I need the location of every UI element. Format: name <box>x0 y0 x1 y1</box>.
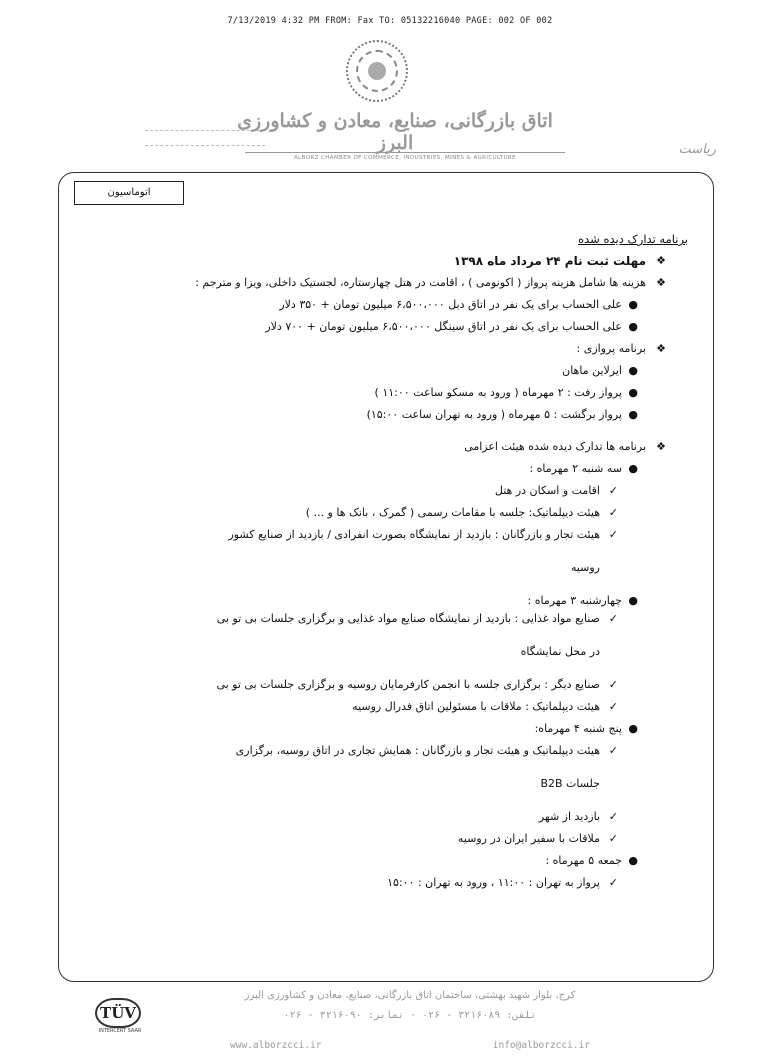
delegation-program: برنامه ها تدارک دیده شده هیئت اعزامی <box>464 440 646 453</box>
diamond-bullet-icon: ❖ <box>656 254 666 267</box>
tuv-logo <box>85 998 155 1048</box>
signature-stamp: ریاست <box>678 142 716 157</box>
list-item <box>70 482 690 500</box>
list-item <box>70 526 690 544</box>
list-item <box>70 742 690 760</box>
cost-double: علی الحساب برای یک نفر در اتاق دبل ۶،۵۰۰،۰۰۰ میلیون تومان + ۳۵۰ دلار <box>279 298 622 311</box>
dot-bullet-icon: ● <box>628 462 638 475</box>
dot-bullet-icon: ● <box>628 854 638 867</box>
list-item <box>70 252 690 270</box>
day-heading <box>70 592 690 610</box>
list-item <box>70 340 690 358</box>
check-icon: ✓ <box>608 832 618 845</box>
document-body <box>70 232 690 892</box>
org-name-fa: اتاق بازرگانی، صنایع، معادن و کشاورزی البرز <box>237 110 553 154</box>
list-item <box>70 504 690 522</box>
check-icon: ✓ <box>608 484 618 497</box>
list-item <box>70 830 690 848</box>
page-title: برنامه تدارک دیده شده <box>578 232 688 246</box>
check-icon: ✓ <box>608 678 618 691</box>
website-link[interactable]: www.alborzcci.ir <box>230 1040 322 1051</box>
diamond-bullet-icon: ❖ <box>656 276 666 289</box>
flight-out: پرواز رفت : ۲ مهرماه ( ورود به مسکو ساعت ۱۱:۰۰ ) <box>374 386 622 399</box>
org-name-en: ALBORZ CHAMBER OF COMMERCE, INDUSTRIES, MINES & AGRICULTURE <box>245 152 565 161</box>
footer-phones: تلفن: ۳۲۱۶۰۸۹ - ۰۲۶ · نمابر: ۳۲۱۶۰۹۰ - ۰۲۶ <box>283 1010 537 1021</box>
day3-continuation: جلسات B2B <box>540 777 600 790</box>
day-heading <box>70 720 690 738</box>
footer-address: کرج، بلوار شهید بهشتی، ساختمان اتاق بازرگانی، صنایع، معادن و کشاورزی البرز <box>244 990 576 1001</box>
automation-tag: اتوماسیون <box>74 181 184 205</box>
list-item <box>70 676 690 694</box>
day3-title: پنج شنبه ۴ مهرماه: <box>534 722 622 735</box>
list-item <box>70 406 690 424</box>
day-heading <box>70 852 690 870</box>
diamond-bullet-icon: ❖ <box>656 440 666 453</box>
list-item <box>70 698 690 716</box>
day1-point: هیئت تجار و بازرگانان : بازدید از نمایشگاه بصورت انفرادی / بازدید از صنایع کشور <box>228 528 600 541</box>
fax-header: 7/13/2019 4:32 PM FROM: Fax TO: 05132216040 PAGE: 002 OF 002 <box>227 16 553 26</box>
check-icon: ✓ <box>608 810 618 823</box>
list-item <box>70 384 690 402</box>
check-icon: ✓ <box>608 876 618 889</box>
check-icon: ✓ <box>608 744 618 757</box>
day2-continuation: در محل نمایشگاه <box>520 645 600 658</box>
day3-point: ملاقات با سفیر ایران در روسیه <box>457 832 600 845</box>
day2-point: هیئت دیپلماتیک : ملاقات با مسئولین اتاق فدرال روسیه <box>352 700 600 713</box>
flight-program: برنامه پروازی : <box>576 342 646 355</box>
diamond-bullet-icon: ❖ <box>656 342 666 355</box>
day2-title: چهارشنبه ۳ مهرماه : <box>527 594 622 607</box>
deadline-text: مهلت ثبت نام ۲۴ مرداد ماه ۱۳۹۸ <box>453 254 646 268</box>
day1-continuation: روسیه <box>570 561 600 574</box>
check-icon: ✓ <box>608 506 618 519</box>
tuv-mark: TÜV <box>95 998 141 1028</box>
dot-bullet-icon: ● <box>628 594 638 607</box>
footer-links <box>230 1040 590 1051</box>
list-item <box>70 438 690 456</box>
costs-intro: هزینه ها شامل هزینه پرواز ( اکونومی ) ، اقامت در هتل چهارستاره، لجستیک داخلی، ویزا و مترجم : <box>195 276 646 289</box>
dot-bullet-icon: ● <box>628 298 638 311</box>
flight-back: پرواز برگشت : ۵ مهرماه ( ورود به تهران ساعت ۱۵:۰۰) <box>366 408 622 421</box>
tuv-sub: INTERCERT SAAR <box>98 1028 142 1034</box>
day-heading <box>70 460 690 478</box>
dot-bullet-icon: ● <box>628 364 638 377</box>
list-item <box>70 274 690 292</box>
day1-point: هیئت دیپلماتیک: جلسه با مقامات رسمی ( گمرک ، بانک ها و ... ) <box>305 506 600 519</box>
chamber-seal-icon <box>346 40 408 102</box>
day3-point: بازدید از شهر <box>538 810 600 823</box>
day2-point: صنایع مواد غذایی : بازدید از نمایشگاه صنایع مواد غذایی و برگزاری جلسات بی تو بی <box>216 612 600 625</box>
check-icon: ✓ <box>608 528 618 541</box>
check-icon: ✓ <box>608 612 618 625</box>
day4-point: پرواز به تهران : ۱۱:۰۰ ، ورود به تهران : ۱۵:۰۰ <box>387 876 600 889</box>
dot-bullet-icon: ● <box>628 722 638 735</box>
day3-point: هیئت دیپلماتیک و هیئت تجار و بازرگانان : همایش تجاری در اتاق روسیه، برگزاری <box>235 744 600 757</box>
day1-point: اقامت و اسکان در هتل <box>494 484 600 497</box>
dot-bullet-icon: ● <box>628 320 638 333</box>
day1-title: سه شنبه ۲ مهرماه : <box>529 462 622 475</box>
day4-title: جمعه ۵ مهرماه : <box>545 854 622 867</box>
list-item <box>70 362 690 380</box>
cost-single: علی الحساب برای یک نفر در اتاق سینگل ۶،۵۰۰،۰۰۰ میلیون تومان + ۷۰۰ دلار <box>265 320 622 333</box>
airline: ایرلاین ماهان <box>562 364 622 377</box>
dot-bullet-icon: ● <box>628 408 638 421</box>
list-item <box>70 610 690 628</box>
day2-point: صنایع دیگر : برگزاری جلسه با انجمن کارفرمایان روسیه و برگزاری جلسات بی تو بی <box>216 678 600 691</box>
list-item <box>70 318 690 336</box>
check-icon: ✓ <box>608 700 618 713</box>
list-item <box>70 296 690 314</box>
list-item <box>70 808 690 826</box>
list-item <box>70 874 690 892</box>
dot-bullet-icon: ● <box>628 386 638 399</box>
email-link[interactable]: info@alborzcci.ir <box>492 1040 590 1051</box>
